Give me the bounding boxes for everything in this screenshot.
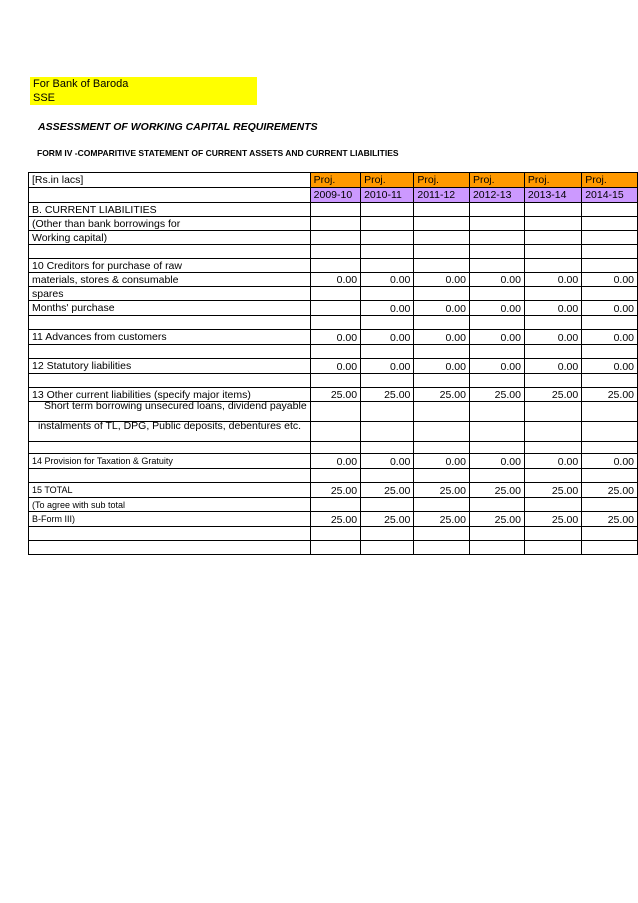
liabilities-table [28,172,638,555]
table-row [29,259,638,273]
table-row [29,231,638,245]
col-header-proj: Proj. [469,173,524,188]
header-row-year [29,188,638,203]
col-header-year: 2009-10 [310,188,360,203]
row-label: B-Form III) [29,512,311,527]
value-cell: 25.00 [582,483,638,498]
table-row [29,359,638,374]
value-cell: 0.00 [524,359,581,374]
value-cell: 0.00 [582,301,638,316]
value-cell: 25.00 [582,512,638,527]
row-label: spares [29,287,311,301]
table-row [29,273,638,287]
value-cell: 0.00 [361,359,414,374]
col-header-year: 2013-14 [524,188,581,203]
col-header-proj: Proj. [361,173,414,188]
row-label: Short term borrowing unsecured loans, dividend payable [29,402,311,422]
value-cell: 0.00 [582,454,638,469]
table-row [29,527,638,541]
header-row-proj [29,173,638,188]
row-label: 14 Provision for Taxation & Gratuity [29,454,311,469]
table-row [29,330,638,345]
value-cell: 25.00 [361,388,414,402]
value-cell: 0.00 [361,330,414,345]
bank-label-box [30,77,257,105]
table-row [29,301,638,316]
table-row [29,498,638,512]
value-cell: 0.00 [469,301,524,316]
value-cell: 0.00 [310,273,360,287]
value-cell: 25.00 [414,483,470,498]
table-row [29,217,638,231]
row-label: materials, stores & consumable [29,273,311,287]
value-cell: 25.00 [310,512,360,527]
table-row [29,442,638,454]
value-cell: 0.00 [361,273,414,287]
table-row [29,345,638,359]
value-cell: 0.00 [414,454,470,469]
value-cell: 25.00 [582,388,638,402]
value-cell: 0.00 [361,454,414,469]
table-row [29,203,638,217]
value-cell: 0.00 [361,301,414,316]
value-cell: 25.00 [361,483,414,498]
page-title: ASSESSMENT OF WORKING CAPITAL REQUIREMENTS [38,121,318,133]
table-row [29,541,638,555]
table-row [29,316,638,330]
table-row [29,245,638,259]
value-cell: 25.00 [469,512,524,527]
value-cell: 0.00 [524,273,581,287]
row-label: (Other than bank borrowings for [29,217,311,231]
section-label: B. CURRENT LIABILITIES [29,203,311,217]
value-cell: 0.00 [414,301,470,316]
value-cell: 0.00 [524,301,581,316]
value-cell: 0.00 [582,359,638,374]
value-cell: 0.00 [310,454,360,469]
table-row [29,287,638,301]
row-label: 15 TOTAL [29,483,311,498]
value-cell: 0.00 [469,273,524,287]
col-header-proj: Proj. [414,173,470,188]
value-cell: 0.00 [414,330,470,345]
table-row [29,454,638,469]
value-cell: 0.00 [524,330,581,345]
value-cell: 25.00 [524,388,581,402]
value-cell: 0.00 [524,454,581,469]
table-row [29,512,638,527]
table-row [29,469,638,483]
col-header-year: 2010-11 [361,188,414,203]
col-header-year: 2011-12 [414,188,470,203]
row-label: 11 Advances from customers [29,330,311,345]
value-cell: 0.00 [414,359,470,374]
value-cell: 25.00 [414,388,470,402]
row-label: 10 Creditors for purchase of raw [29,259,311,273]
value-cell: 0.00 [310,359,360,374]
value-cell: 25.00 [524,512,581,527]
value-cell: 0.00 [582,330,638,345]
value-cell: 25.00 [469,388,524,402]
row-label: Months' purchase [29,301,311,316]
row-label: instalments of TL, DPG, Public deposits, debentures etc. [29,422,311,442]
value-cell: 25.00 [414,512,470,527]
value-cell: 0.00 [582,273,638,287]
col-header-year: 2012-13 [469,188,524,203]
row-label: 12 Statutory liabilities [29,359,311,374]
form-subtitle: FORM IV -COMPARITIVE STATEMENT OF CURRENT ASSETS AND CURRENT LIABILITIES [37,148,399,158]
col-header-proj: Proj. [582,173,638,188]
bank-unit: SSE [33,92,56,104]
table-row [29,402,638,422]
unit-label: [Rs.in lacs] [29,173,311,188]
col-header-proj: Proj. [310,173,360,188]
table-row [29,374,638,388]
value-cell: 0.00 [469,454,524,469]
col-header-proj: Proj. [524,173,581,188]
bank-name: For Bank of Baroda [33,78,129,90]
value-cell: 0.00 [469,330,524,345]
value-cell: 0.00 [414,273,470,287]
blank-cell [29,188,311,203]
row-label: (To agree with sub total [29,498,311,512]
value-cell: 0.00 [469,359,524,374]
value-cell: 25.00 [524,483,581,498]
value-cell: 25.00 [361,512,414,527]
value-cell: 25.00 [310,388,360,402]
col-header-year: 2014-15 [582,188,638,203]
table-row [29,422,638,442]
row-label: 13 Other current liabilities (specify major items) [29,388,311,402]
table-row [29,483,638,498]
value-cell: 25.00 [310,483,360,498]
value-cell: 25.00 [469,483,524,498]
value-cell: 0.00 [310,330,360,345]
row-label: Working capital) [29,231,311,245]
